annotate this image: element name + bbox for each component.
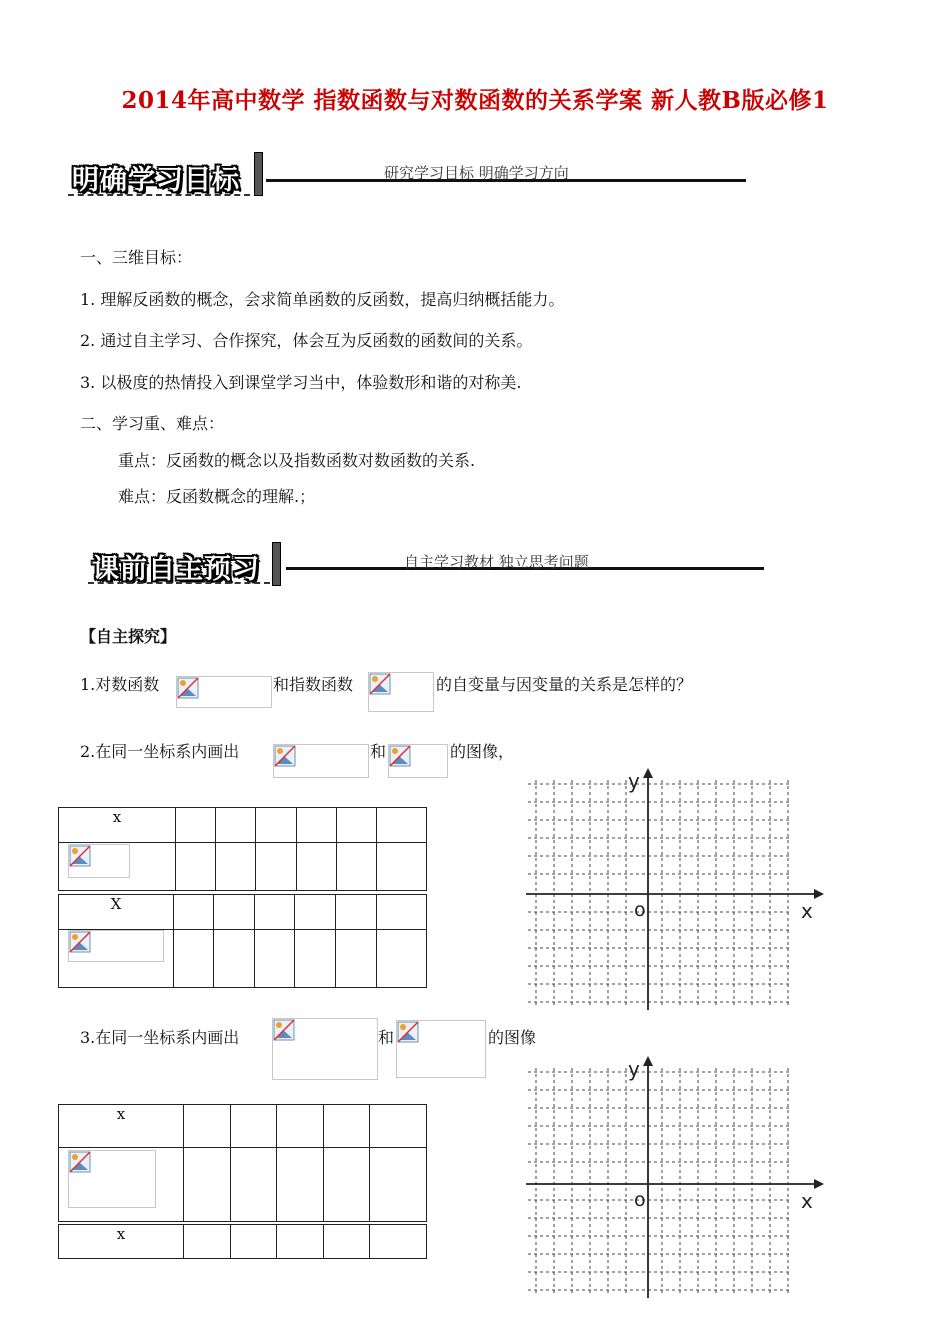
coordinate-grid-2[interactable]	[522, 1054, 832, 1302]
formula-image	[68, 844, 130, 878]
table-cell[interactable]	[175, 808, 215, 843]
table-cell[interactable]	[370, 1225, 427, 1259]
table-cell[interactable]	[370, 1148, 427, 1222]
origin-label: o	[634, 899, 646, 921]
table-header-x: x	[59, 1105, 184, 1148]
x-axis-arrow	[814, 1179, 824, 1189]
page-title: 2014年高中数学 指数函数与对数函数的关系学案 新人教B版必修1	[121, 87, 829, 114]
table-cell[interactable]	[296, 808, 336, 843]
table-cell[interactable]	[376, 808, 426, 843]
table-cell[interactable]	[376, 843, 426, 891]
section-caption-goals: 研究学习目标 明确学习方向	[384, 164, 569, 182]
formula-image	[68, 930, 164, 962]
table-cell[interactable]	[277, 1148, 324, 1222]
table-cell[interactable]	[173, 930, 214, 988]
table-cell[interactable]	[214, 895, 255, 930]
formula-cell	[59, 1148, 184, 1222]
table-cell[interactable]	[296, 843, 336, 891]
table-cell[interactable]	[336, 843, 376, 891]
section-banner-preview: 课前自主预习	[92, 554, 260, 585]
difficulty-point: 难点：反函数概念的理解.；	[118, 487, 316, 506]
broken-image-icon	[397, 1021, 419, 1043]
coordinate-grid-1[interactable]	[522, 766, 832, 1014]
table-cell[interactable]	[173, 895, 214, 930]
goals-heading: 一、三维目标：	[80, 248, 193, 267]
keypoints-heading: 二、学习重、难点：	[80, 414, 225, 433]
y-axis-arrow	[643, 1056, 653, 1066]
table-header-x: x	[59, 1225, 184, 1259]
formula-image	[176, 676, 272, 708]
table-cell[interactable]	[216, 843, 256, 891]
section-caption-preview: 自主学习教材 独立思考问题	[404, 553, 589, 571]
goal-item-3: 3. 以极度的热情投入到课堂学习当中，体验数形和谐的对称美.	[80, 373, 522, 392]
table-cell[interactable]	[323, 1225, 370, 1259]
goal-item-1: 1. 理解反函数的概念，会求简单函数的反函数，提高归纳概括能力。	[80, 290, 565, 309]
q3-text-b: 和	[378, 1028, 395, 1047]
table-header-x: x	[59, 808, 176, 843]
table-cell[interactable]	[295, 930, 336, 988]
x-axis-label: x	[801, 899, 813, 923]
x-axis-label: x	[801, 1189, 813, 1213]
broken-image-icon	[177, 677, 199, 699]
banner-dashed-underline	[88, 582, 270, 584]
grid-lines	[528, 780, 792, 1006]
table-cell[interactable]	[277, 1105, 324, 1148]
table-cell[interactable]	[184, 1148, 231, 1222]
table-cell[interactable]	[277, 1225, 324, 1259]
table-cell[interactable]	[336, 808, 376, 843]
table-cell[interactable]	[216, 808, 256, 843]
table-cell[interactable]	[376, 895, 426, 930]
q2-text-c: 的图像，	[450, 742, 515, 761]
table-cell[interactable]	[323, 1148, 370, 1222]
table-cell[interactable]	[256, 843, 296, 891]
goal-item-2: 2. 通过自主学习、合作探究，体会互为反函数的函数间的关系。	[80, 331, 533, 350]
value-table-4	[58, 1224, 427, 1259]
value-table-1	[58, 807, 427, 891]
key-point: 重点：反函数的概念以及指数函数对数函数的关系.	[118, 451, 476, 470]
table-cell[interactable]	[254, 895, 295, 930]
formula-image	[68, 1150, 156, 1208]
q1-text-a: 1.对数函数	[80, 675, 160, 694]
banner-marker	[272, 542, 281, 586]
grid-lines	[528, 1068, 792, 1294]
banner-marker	[254, 152, 263, 196]
formula-image	[396, 1020, 486, 1078]
broken-image-icon	[69, 845, 91, 867]
y-axis-label: y	[628, 769, 640, 793]
table-cell[interactable]	[184, 1225, 231, 1259]
banner-dashed-underline	[68, 194, 250, 196]
broken-image-icon	[69, 1151, 91, 1173]
origin-label: o	[634, 1189, 646, 1211]
section-banner-goals: 明确学习目标	[72, 165, 240, 196]
table-cell[interactable]	[214, 930, 255, 988]
value-table-3	[58, 1104, 427, 1222]
q1-text-c: 的自变量与因变量的关系是怎样的？	[436, 675, 693, 694]
formula-cell	[59, 930, 174, 988]
q1-text-b: 和指数函数	[273, 675, 354, 694]
table-cell[interactable]	[336, 930, 377, 988]
broken-image-icon	[274, 745, 296, 767]
y-axis-arrow	[643, 768, 653, 778]
formula-image	[272, 1018, 378, 1080]
table-header-x: X	[59, 895, 174, 930]
value-table-2	[58, 894, 427, 988]
broken-image-icon	[273, 1019, 295, 1041]
table-cell[interactable]	[370, 1105, 427, 1148]
broken-image-icon	[389, 745, 411, 767]
table-cell[interactable]	[295, 895, 336, 930]
table-cell[interactable]	[336, 895, 377, 930]
y-axis-label: y	[628, 1057, 640, 1081]
q2-text-b: 和	[370, 742, 387, 761]
formula-image	[368, 672, 434, 712]
formula-cell	[59, 843, 176, 891]
table-cell[interactable]	[254, 930, 295, 988]
explore-heading: 【自主探究】	[80, 627, 177, 646]
table-cell[interactable]	[256, 808, 296, 843]
table-cell[interactable]	[184, 1105, 231, 1148]
q2-text-a: 2.在同一坐标系内画出	[80, 742, 240, 761]
formula-image	[388, 744, 448, 778]
table-cell[interactable]	[323, 1105, 370, 1148]
formula-image	[273, 744, 369, 778]
table-cell[interactable]	[230, 1225, 277, 1259]
table-cell[interactable]	[175, 843, 215, 891]
broken-image-icon	[69, 931, 91, 953]
q3-text-a: 3.在同一坐标系内画出	[80, 1028, 240, 1047]
q3-text-c: 的图像	[488, 1028, 537, 1047]
x-axis-arrow	[814, 889, 824, 899]
table-cell[interactable]	[376, 930, 426, 988]
table-cell[interactable]	[230, 1105, 277, 1148]
table-cell[interactable]	[230, 1148, 277, 1222]
broken-image-icon	[369, 673, 391, 695]
